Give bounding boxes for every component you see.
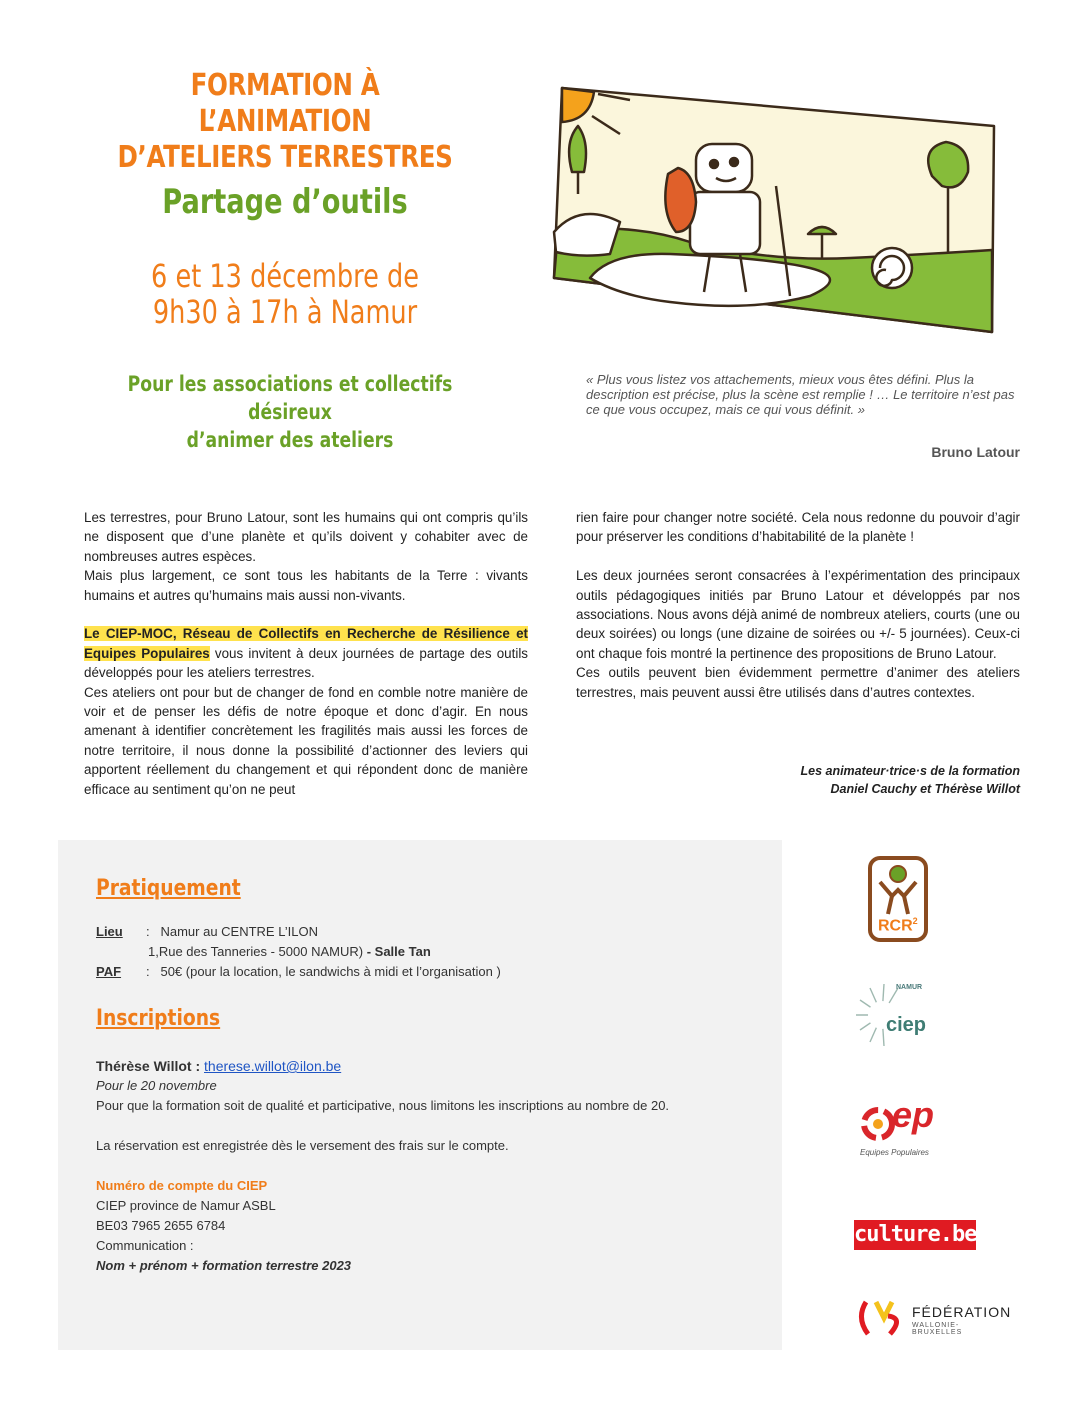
ciep-namur-logo — [852, 982, 938, 1048]
subtitle: Partage d’outils — [162, 182, 408, 222]
venue-block: Lieu : Namur au CENTRE L’ILON 1,Rue des Tanneries - 5000 NAMUR) - Salle Tan PAF : 50€ (pour la location, le sandwichs à midi et l’organisation ) — [96, 922, 756, 982]
title-line-2: D’ATELIERS TERRESTRES — [117, 140, 453, 175]
paragraph: Ces ateliers ont pour but de changer de fond en comble notre manière de voir et de penser les défis de notre époque et donc d’agir. En nous amenant à identifier concrètement les fragilités mais aussi les forces de notre territoire, il nous donne la possibilité d’actionner des leviers qui apportent réellement du changement et qui répondent donc de manière efficace au sentiment qu’on ne peut — [84, 684, 528, 797]
ep-text: ep — [892, 1094, 935, 1135]
ciep-text: ciep — [886, 1014, 927, 1036]
contact-name: Thérèse Willot : — [96, 1058, 205, 1074]
paragraph: rien faire pour changer notre société. Cela nous redonne du pouvoir d’agir pour préserver les conditions d’habitabilité de la planète ! — [576, 510, 1020, 545]
practical-heading: Pratiquement — [96, 876, 241, 901]
reservation-note: La réservation est enregistrée dès le versement des frais sur le compte. — [96, 1138, 509, 1153]
rcr-sup: 2 — [912, 916, 918, 926]
venue-room: - Salle Tan — [366, 944, 431, 959]
quote-author: Bruno Latour — [931, 444, 1020, 460]
practical-info-box — [58, 840, 782, 1350]
audience-line-1: Pour les associations et collectifs désireux — [127, 372, 453, 424]
dates-line-1: 6 et 13 décembre de — [151, 257, 419, 295]
culture-be-text: culture.be — [854, 1222, 977, 1247]
main-title — [101, 68, 470, 176]
fwb-line-1: FÉDÉRATION — [912, 1304, 1012, 1320]
participation-note: Pour que la formation soit de qualité et participative, nous limitons les inscriptions au nombre de 20. — [96, 1098, 670, 1113]
fwb-emblem-icon — [858, 1296, 908, 1340]
contact-email-link[interactable]: therese.willot@ilon.be — [204, 1058, 342, 1074]
culture-be-logo — [854, 1220, 976, 1250]
ep-subtitle: Equipes Populaires — [860, 1148, 929, 1157]
account-heading: Numéro de compte du CIEP — [96, 1178, 268, 1193]
hiker-illustration — [550, 82, 1000, 338]
ep-swirl-icon — [860, 1102, 896, 1146]
deadline: Pour le 20 novembre — [96, 1078, 217, 1093]
organizers-highlight: Le CIEP-MOC, Réseau de Collectifs en Recherche de Résilience et Equipes Populaires — [84, 626, 528, 661]
paragraph: Ces outils peuvent bien évidemment permettre d’animer des ateliers terrestres, mais peuvent aussi être utilisés dans d’autres contextes. — [576, 665, 1020, 700]
ciep-namur-arc: NAMUR — [896, 984, 923, 991]
equipes-populaires-logo — [860, 1094, 960, 1162]
venue-line-2: 1,Rue des Tanneries - 5000 NAMUR) — [148, 944, 367, 959]
body-left-column — [84, 508, 528, 799]
event-dates — [105, 258, 465, 330]
paragraph: Mais plus largement, ce sont tous les habitants de la Terre : vivants humains et autres qu’humains mais aussi non-vivants. — [84, 568, 528, 603]
paragraph: Les terrestres, pour Bruno Latour, sont les humains qui ont compris qu’ils ne disposent que d’une planète et qu’ils doivent y cohabiter avec de nombreuses autres espèces. — [84, 510, 528, 564]
communication-label: Communication : — [96, 1238, 194, 1253]
rcr-logo — [868, 856, 928, 942]
paf-label: PAF — [96, 964, 122, 979]
communication-value: Nom + prénom + formation terrestre 2023 — [96, 1258, 352, 1273]
paragraph-rest: vous invitent à deux journées de partage des outils développés pour les ateliers terrestres. — [84, 645, 528, 681]
signature-line-2: Daniel Cauchy et Thérèse Willot — [830, 782, 1020, 796]
signature — [800, 762, 1020, 798]
audience-line-2: d’animer des ateliers — [186, 428, 394, 452]
account-holder: CIEP province de Namur ASBL — [96, 1198, 276, 1213]
dates-line-2: 9h30 à 17h à Namur — [152, 293, 418, 331]
account-iban: BE03 7965 2655 6784 — [96, 1218, 226, 1233]
fwb-logo — [858, 1296, 1012, 1340]
signature-line-1: Les animateur·trice·s de la formation — [800, 764, 1020, 778]
body-right-column — [576, 508, 1020, 702]
lieu-label: Lieu — [96, 924, 123, 939]
paragraph — [84, 624, 528, 682]
inscriptions-block — [96, 1056, 690, 1276]
paragraph: Les deux journées seront consacrées à l’expérimentation des principaux outils pédagogiques initiés par Bruno Latour et développés par nos associations. Nous avons déjà animé de nombreux ateliers, courts (une ou deux soirées) ou longs (une dizaine de soirées ou +/- 5 journées). Ceux-ci ont chaque fois montré la pertinence des propositions de Bruno Latour. — [576, 568, 1020, 661]
venue-line-1: Namur au CENTRE L’ILON — [160, 924, 318, 939]
rcr-text: RCR — [878, 917, 913, 935]
paf-value: 50€ (pour la location, le sandwichs à midi et l’organisation ) — [160, 964, 501, 979]
quote-text: « Plus vous listez vos attachements, mieux vous êtes défini. Plus la description est précise, plus la scène est remplie ! … Le territoire n’est pas ce que vous occupez, mais ce qui vous définit. » — [586, 372, 1015, 417]
title-line-1: FORMATION À L’ANIMATION — [190, 68, 380, 139]
audience — [85, 370, 495, 454]
fwb-line-2: WALLONIE-BRUXELLES — [912, 1322, 963, 1336]
inscriptions-heading: Inscriptions — [96, 1006, 221, 1031]
